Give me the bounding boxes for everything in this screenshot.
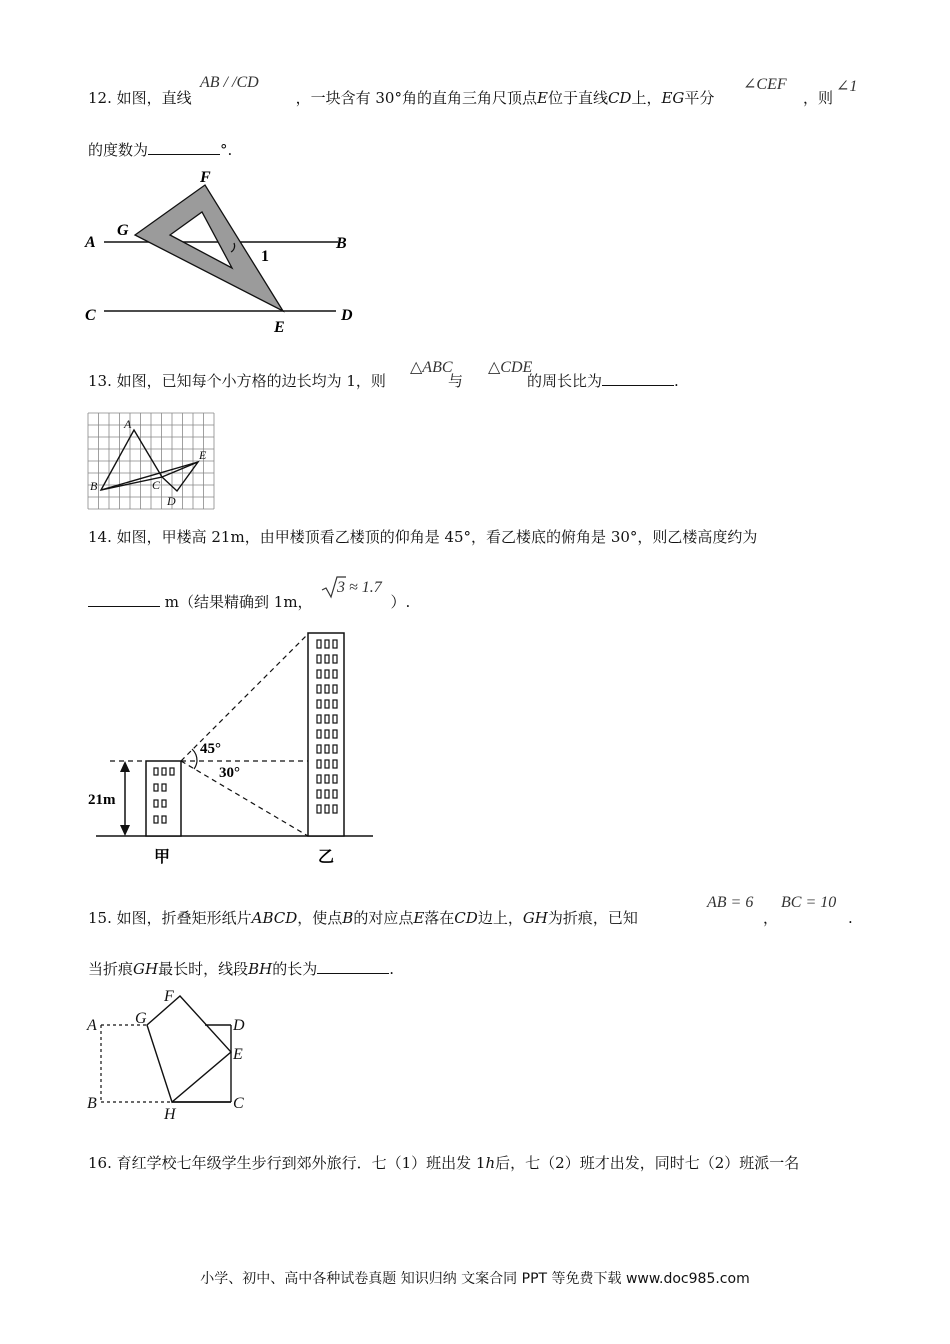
q14-building-yi: 乙	[318, 849, 335, 866]
q15-label-a: A	[87, 1017, 97, 1034]
q15-label-f: F	[164, 988, 174, 1005]
q14-math-sqrt: 3 ≈ 1.7	[322, 576, 402, 600]
page-footer: 小学、初中、高中各种试卷真题 知识归纳 文案合同 PPT 等免费下载 www.doc985.com	[200, 1271, 750, 1287]
q12-label-e: E	[274, 319, 285, 336]
q13-text: 13. 如图，已知每个小方格的边长均为 1，则 与 的周长比为 .	[88, 372, 679, 390]
q12-label-b: B	[336, 235, 347, 252]
q12-math-ab-cd: AB / /CD	[200, 74, 259, 91]
answer-blank[interactable]	[88, 592, 160, 607]
q16-text: 16. 育红学校七年级学生步行到郊外旅行．七（1）班出发 1h后，七（2）班才出发，同时七（2）班派一名	[88, 1154, 800, 1172]
q13-label-a: A	[124, 417, 132, 431]
q15-line2: 当折痕GH最长时，线段BH的长为 .	[88, 960, 395, 978]
q15-label-g: G	[135, 1010, 147, 1027]
q15-label-e: E	[233, 1046, 243, 1063]
q13-grid-figure	[88, 413, 214, 509]
q15-figure	[84, 985, 264, 1123]
q15-math-bc: BC = 10	[781, 894, 837, 911]
q13-label-e: E	[199, 448, 207, 462]
q15-comma: ，	[763, 909, 779, 927]
q12-label-f: F	[200, 169, 211, 186]
answer-blank[interactable]	[602, 371, 674, 386]
q14-building-jia: 甲	[154, 849, 171, 866]
q12-then: ，则	[803, 89, 834, 107]
q12-math-angle1: ∠1	[836, 78, 858, 95]
q15-math-ab: AB = 6	[707, 894, 754, 911]
q14-angle-30: 30°	[219, 765, 240, 781]
q12-label-d: D	[341, 307, 353, 324]
answer-blank[interactable]	[317, 959, 389, 974]
q15-label-b: B	[87, 1095, 97, 1112]
q13-math-cde: △CDE	[488, 359, 533, 376]
q12-label-1: 1	[261, 248, 269, 265]
q13-label-b: B	[90, 479, 98, 493]
q12-line1: 12. 如图，直线 ，一块含有 30°角的直角三角尺顶点E位于直线CD上，EG平分	[88, 89, 715, 107]
q12-label-g: G	[117, 222, 129, 239]
q13-label-c: C	[152, 478, 161, 492]
answer-blank[interactable]	[148, 140, 220, 155]
q12-label-a: A	[85, 234, 96, 251]
q14-figure	[88, 630, 378, 870]
q12-line2: 的度数为 °.	[88, 141, 233, 159]
q12-label-c: C	[85, 307, 96, 324]
q15-label-c: C	[233, 1095, 244, 1112]
q12-math-cef: ∠CEF	[743, 76, 787, 93]
q15-label-d: D	[233, 1017, 245, 1034]
q15-line1: 15. 如图，折叠矩形纸片ABCD，使点B的对应点E落在CD边上，GH为折痕，已知	[88, 909, 638, 927]
q13-math-abc: △ABC	[410, 359, 453, 376]
q15-label-h: H	[164, 1106, 176, 1123]
q12-figure	[80, 165, 370, 340]
q14-height-label: 21m	[88, 792, 116, 808]
q15-period: .	[848, 909, 853, 927]
q13-label-d: D	[167, 494, 176, 508]
q14-angle-45: 45°	[200, 741, 221, 757]
q14-line2: m（结果精确到 1m， ）.	[88, 591, 410, 613]
q14-line1: 14. 如图，甲楼高 21m，由甲楼顶看乙楼顶的仰角是 45°，看乙楼底的俯角是 30°，则乙楼高度约为	[88, 528, 758, 546]
